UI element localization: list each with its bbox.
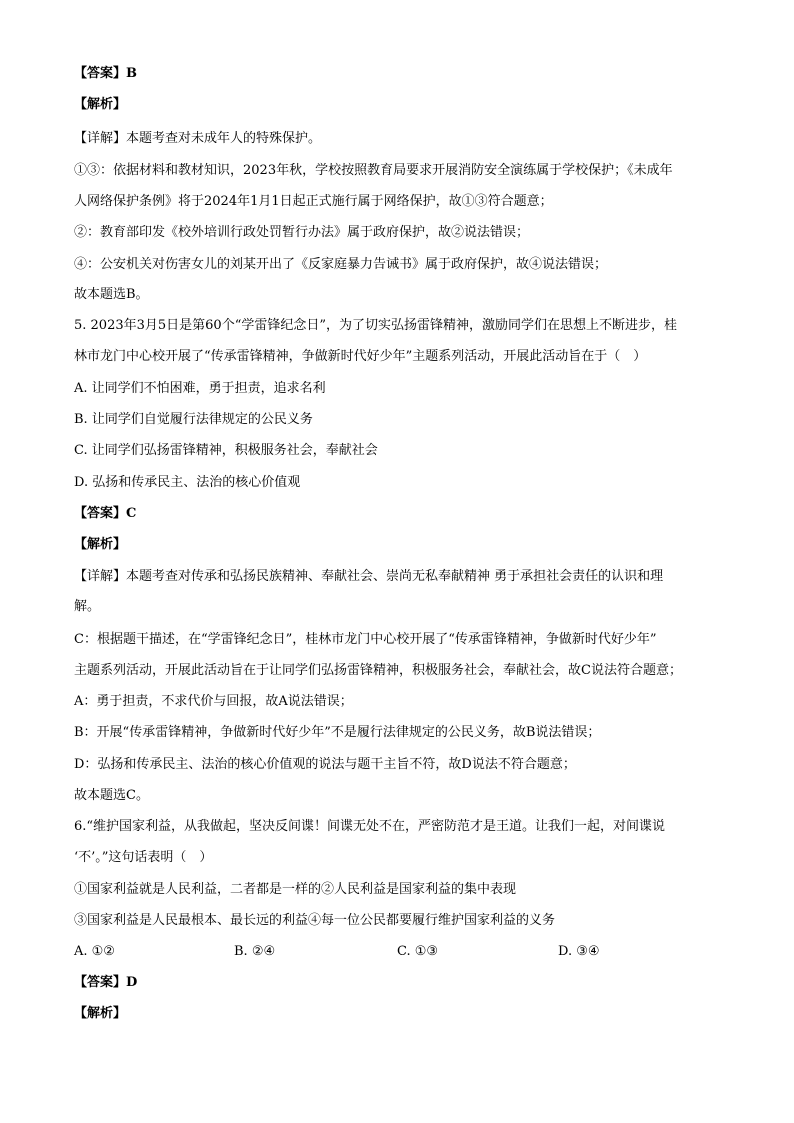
q5-analysis-d: D：弘扬和传承民主、法治的核心价值观的说法与题干主旨不符，故D说法不符合题意；	[74, 757, 576, 772]
q6-answer: 【答案】D	[74, 975, 138, 990]
q4-point1-line2: 人网络保护条例》将于2024年1月1日起正式施行属于网络保护，故①③符合题意；	[74, 194, 553, 209]
q5-conclusion: 故本题选C。	[74, 788, 149, 803]
q6-statements-line2: ③国家利益是人民最根本、最长远的利益④每一位公民都要履行维护国家利益的义务	[74, 913, 556, 928]
q5-stem-line1: 5. 2023年3月5日是第60个“学雷锋纪念日”，为了切实弘扬雷锋精神，激励同学们在思想上不断进步，桂	[74, 318, 677, 333]
q4-point2: ②：教育部印发《校外培训行政处罚暂行办法》属于政府保护，故②说法错误；	[74, 225, 530, 240]
q5-analysis-heading: 【解析】	[74, 537, 127, 552]
q4-conclusion: 故本题选B。	[74, 287, 149, 302]
q6-option-c: C. ①③	[397, 944, 439, 959]
q6-statements-line1: ①国家利益就是人民利益，二者都是一样的②人民利益是国家利益的集中表现	[74, 882, 517, 897]
q5-detail-line2: 解。	[74, 599, 101, 614]
q4-analysis-heading: 【解析】	[74, 97, 127, 112]
q4-answer: 【答案】B	[74, 66, 137, 81]
q6-options	[74, 943, 734, 961]
q6-stem-line2: ‘不’。”这句话表明（ ）	[74, 850, 213, 865]
q5-analysis-c-line1: C：根据题干描述，在“学雷锋纪念日”，桂林市龙门中心校开展了“传承雷锋精神，争做新时代好少年”	[74, 632, 657, 647]
q5-option-c: C. 让同学们弘扬雷锋精神，积极服务社会，奉献社会	[74, 443, 378, 458]
q6-option-d: D. ③④	[558, 944, 600, 959]
q5-option-b: B. 让同学们自觉履行法律规定的公民义务	[74, 412, 313, 427]
q5-analysis-c-line2: 主题系列活动，开展此活动旨在于让同学们弘扬雷锋精神，积极服务社会，奉献社会，故C说法符合题意；	[74, 663, 682, 678]
q5-answer: 【答案】C	[74, 506, 137, 521]
q5-detail-line1: 【详解】本题考查对传承和弘扬民族精神、奉献社会、崇尚无私奉献精神 勇于承担社会责任的认识和理	[74, 569, 664, 584]
q5-analysis-b: B：开展“传承雷锋精神，争做新时代好少年”不是履行法律规定的公民义务，故B说法错误；	[74, 725, 601, 740]
q5-option-a: A. 让同学们不怕困难，勇于担责，追求名利	[74, 381, 326, 396]
q6-option-b: B. ②④	[234, 944, 276, 959]
q4-detail: 【详解】本题考查对未成年人的特殊保护。	[74, 131, 322, 146]
q4-point1-line1: ①③：依据材料和教材知识，2023年秋，学校按照教育局要求开展消防安全演练属于学校保护；《未成年	[74, 163, 673, 178]
q5-stem-line2: 林市龙门中心校开展了“传承雷锋精神，争做新时代好少年”主题系列活动，开展此活动旨在于（ ）	[74, 349, 647, 364]
q5-option-d: D. 弘扬和传承民主、法治的核心价值观	[74, 475, 301, 490]
q6-stem-line1: 6.“维护国家利益，从我做起，坚决反间谍！间谍无处不在，严密防范才是王道。让我们一起，对间谍说	[74, 819, 666, 834]
q5-analysis-a: A：勇于担责，不求代价与回报，故A说法错误；	[74, 694, 353, 709]
q6-analysis-heading: 【解析】	[74, 1006, 127, 1021]
q4-point3: ④：公安机关对伤害女儿的刘某开出了《反家庭暴力告诫书》属于政府保护，故④说法错误；	[74, 257, 608, 272]
q6-option-a: A. ①②	[74, 944, 115, 959]
